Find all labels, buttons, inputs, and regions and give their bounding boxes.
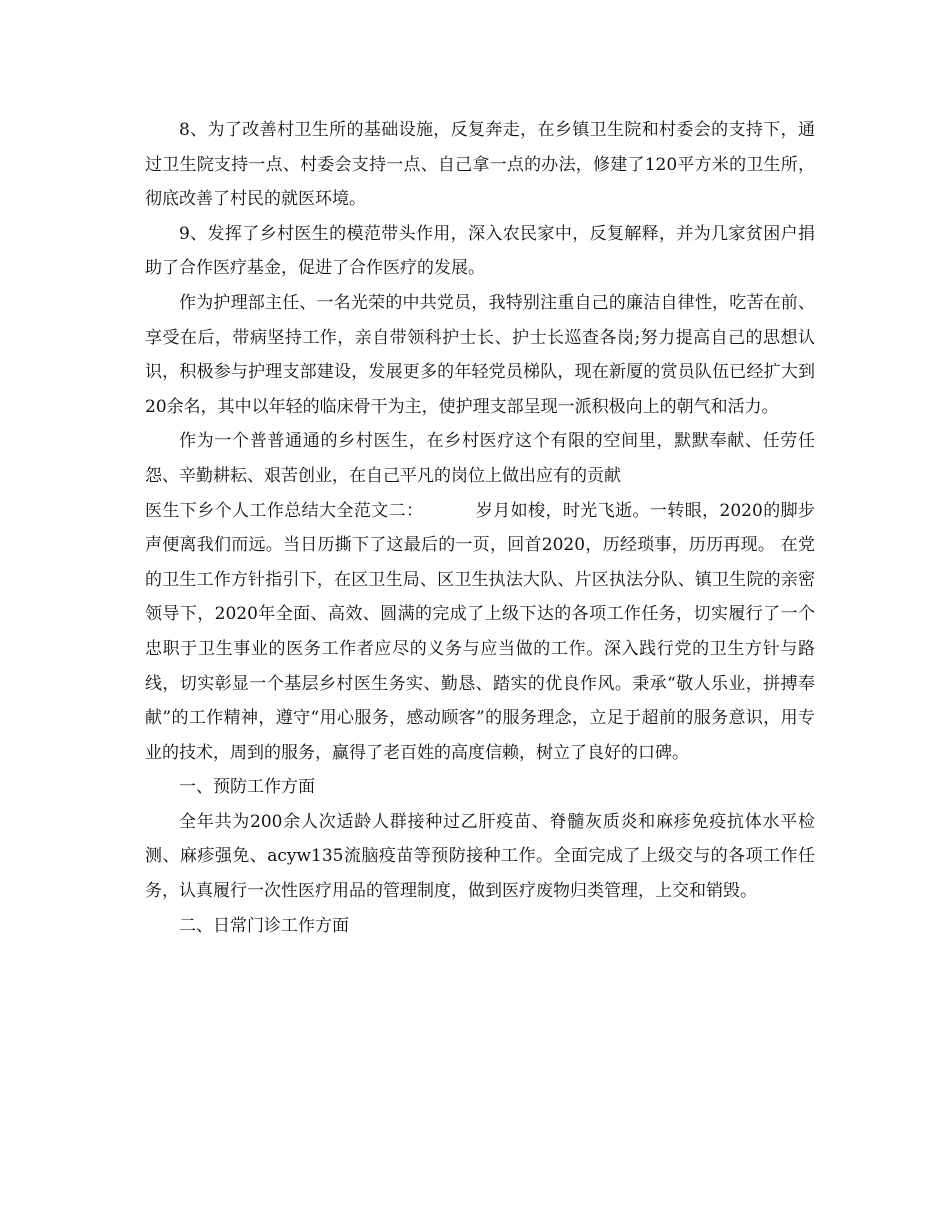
article-two-paragraph	[145, 494, 815, 771]
paragraph-item-8: 8、为了改善村卫生所的基础设施，反复奔走，在乡镇卫生院和村委会的支持下，通过卫生院支持一点、村委会支持一点、自己拿一点的办法，修建了120平方米的卫生所，彻底改善了村民的就医环境。	[145, 120, 815, 210]
paragraph-village-doctor: 作为一个普普通通的乡村医生，在乡村医疗这个有限的空间里，默默奉献、任劳任怨、辛勤耕耘、艰苦创业，在自己平凡的岗位上做出应有的贡献	[145, 431, 815, 486]
section-body-prevention: 全年共为200余人次适龄人群接种过乙肝疫苗、脊髓灰质炎和麻疹免疫抗体水平检测、麻疹强免、acyw135流脑疫苗等预防接种工作。全面完成了上级交与的各项工作任务，认真履行一次性医疗用品的管理制度，做到医疗废物归类管理，上交和销毁。	[145, 811, 815, 902]
paragraph-item-9: 9、发挥了乡村医生的模范带头作用，深入农民家中，反复解释，并为几家贫困户捐助了合作医疗基金，促进了合作医疗的发展。	[145, 223, 815, 279]
paragraph-nursing-director: 作为护理部主任、一名光荣的中共党员，我特别注重自己的廉洁自律性，吃苦在前、享受在后，带病坚持工作，亲自带领科护士长、护士长巡查各岗;努力提高自己的思想认识，积极参与护理支部建设，发展更多的年轻党员梯队，现在新厦的赏员队伍已经扩大到20余名，其中以年轻的临床骨干为主，使护理支部呈现一派积极向上的朝气和活力。	[145, 292, 815, 417]
document-body	[145, 113, 815, 943]
article-two-body: 岁月如梭，时光飞逝。一转眼，2020的脚步声便离我们而远。当日历撕下了这最后的一页，回首2020，历经琐事，历历再现。 在党的卫生工作方针指引下，在区卫生局、区卫生执法大队、片区执法分队、镇卫生院的亲密领导下，2020年全面、高效、圆满的完成了上级下达的各项工作任务，切实履行了一个忠职于卫生事业的医务工作者应尽的义务与应当做的工作。深入践行党的卫生方针与路线，切实彰显一个基层乡村医生务实、勤恳、踏实的优良作风。秉承“敬人乐业，拼搏奉献”的工作精神，遵守“用心服务，感动顾客”的服务理念，立足于超前的服务意识，用专业的技术，周到的服务，赢得了老百姓的高度信赖，树立了良好的口碑。	[145, 500, 816, 763]
section-heading-prevention: 一、预防工作方面	[179, 777, 315, 798]
article-two-title: 医生下乡个人工作总结大全范文二：	[145, 500, 424, 521]
section-heading-outpatient: 二、日常门诊工作方面	[179, 915, 349, 936]
